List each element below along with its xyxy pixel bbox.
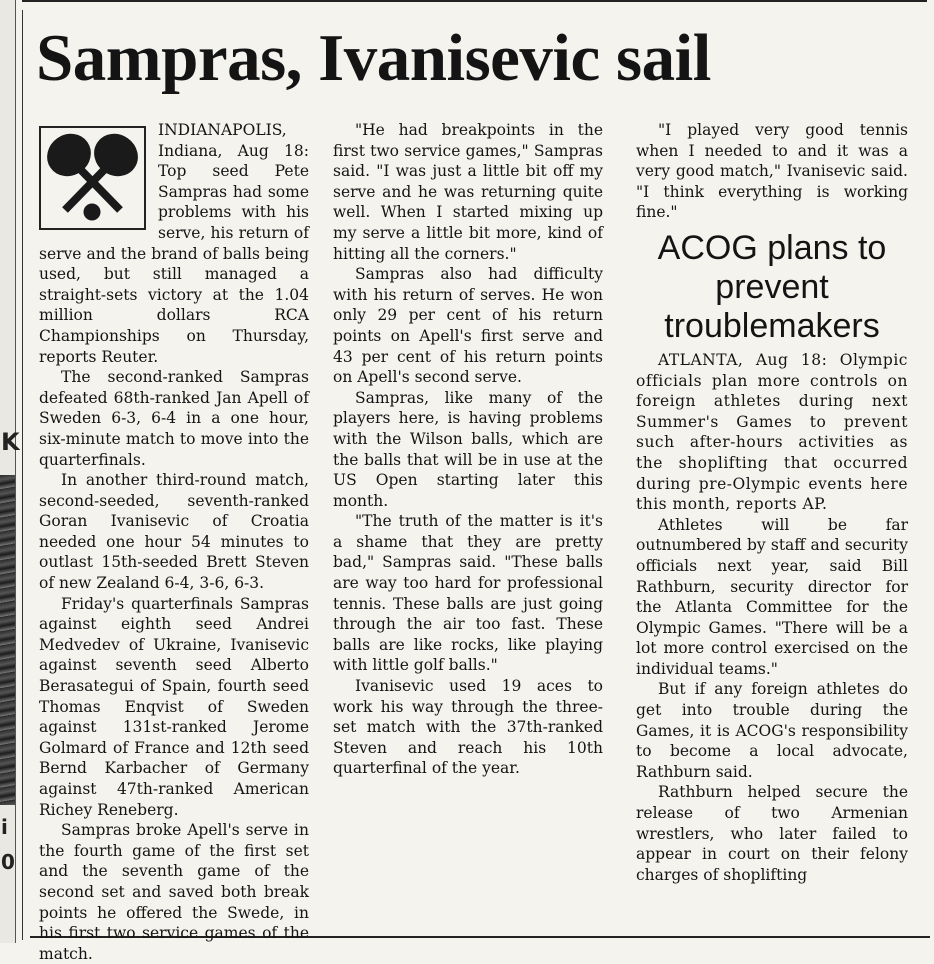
- story-paragraph: But if any foreign athletes do get into trouble during the Games, it is ACOG's responsibility to become a local advocate, Rathburn said.: [636, 680, 908, 781]
- story-paragraph: In another third-round match, second-seeded, seventh-ranked Goran Ivanisevic of Croatia needed one hour 54 minutes to outlast 15th-seeded Brett Steven of new Zealand 6-4, 3-6, 6-3.: [39, 471, 309, 593]
- story-paragraph: The second-ranked Sampras defeated 68th-ranked Jan Apell of Sweden 6-3, 6-4 in a one hour, six-minute match to move into the quarterfinals.: [39, 368, 309, 469]
- adjacent-text-fragment: i: [1, 815, 8, 839]
- story-column-2: [333, 120, 603, 779]
- top-rule: [22, 0, 927, 6]
- headline: Sampras, Ivanisevic sail: [36, 21, 711, 95]
- story-paragraph: Athletes will be far outnumbered by staff and security officials next year, said Bill Rathburn, security director for the Atlanta Committee for the Olympic Games. "There will be a lot more control exercised on the individual teams.": [636, 515, 908, 678]
- adjacent-photo-fragment: [0, 475, 15, 805]
- story-paragraph: Rathburn helped secure the release of two Armenian wrestlers, who later failed to appear in court on their felony charges of shoplifting: [636, 783, 908, 884]
- column-rule: [22, 10, 23, 940]
- story-column-1: [39, 120, 309, 964]
- story-paragraph: INDIANAPOLIS, Indiana, Aug 18: Top seed Pete Sampras had some problems with his serve, his return of serve and the brand of balls being used, but still managed a straight-sets victory at the 1.04 million dollars RCA Championships on Thursday, reports Reuter.: [39, 121, 309, 366]
- story-paragraph: "The truth of the matter is it's a shame that they are pretty bad," Sampras said. "These balls are way too hard for professional tennis. These balls are just going through the air too fast. These balls are like rocks, like playing with little golf balls.": [333, 512, 603, 675]
- adjacent-text-fragment: 0: [1, 850, 15, 874]
- story-column-3: [636, 120, 908, 885]
- story-paragraph: Sampras also had difficulty with his return of serves. He won only 29 per cent of his return points on Apell's first serve and 43 per cent of his return points on Apell's second serve.: [333, 265, 603, 387]
- story-paragraph: ATLANTA, Aug 18: Olympic officials plan more controls on foreign athletes during next Summer's Games to prevent such after-hours activities as the shoplifting that occurred during pre-Olympic events here this month, reports AP.: [636, 350, 908, 514]
- story-paragraph: Sampras, like many of the players here, is having problems with the Wilson balls, which are the balls that will be in use at the US Open starting later this month.: [333, 388, 603, 510]
- story-paragraph: Ivanisevic used 19 aces to work his way through the three-set match with the 37th-ranked Steven and reach his 10th quarterfinal of the year.: [333, 677, 603, 778]
- story-paragraph: Sampras broke Apell's serve in the fourth game of the first set and the seventh game of the second set and saved both break points he offered the Swede, in his first two service games of the match.: [39, 821, 309, 963]
- story-paragraph: "He had breakpoints in the first two service games," Sampras said. "I was just a little bit off my serve and he was returning quite well. When I started mixing up my serve a little bit more, kind of hitting all the corners.": [333, 121, 603, 263]
- tennis-rackets-icon: [39, 126, 146, 230]
- story-paragraph: "I played very good tennis when I needed to and it was a very good match," Ivanisevic said. "I think everything is working fine.": [636, 121, 908, 222]
- story-paragraph: Friday's quarterfinals Sampras against eighth seed Andrei Medvedev of Ukraine, Ivanisevic against seventh seed Alberto Berasategui of Spain, fourth seed Thomas Enqvist of Sweden against 131st-ranked Jerome Golmard of France and 12th seed Bernd Karbacher of Germany against 47th-ranked American Richey Reneberg.: [39, 594, 309, 819]
- secondary-headline: ACOG plans to prevent troublemakers: [657, 228, 887, 345]
- adjacent-text-fragment: K: [1, 428, 20, 456]
